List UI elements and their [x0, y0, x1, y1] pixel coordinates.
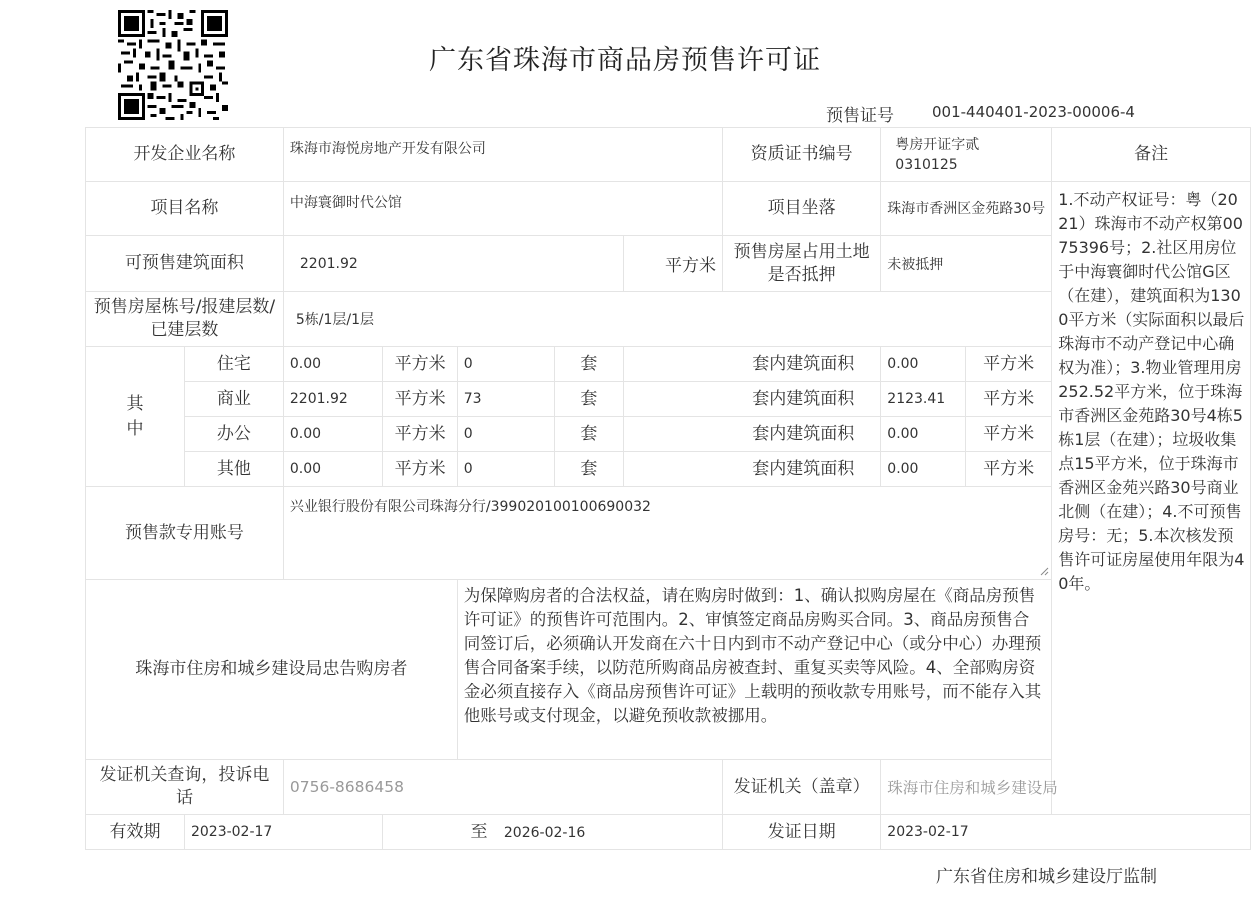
- breakdown-inner-unit: 平方米: [966, 382, 1052, 417]
- breakdown-area: 0.00: [283, 417, 383, 452]
- issue-date-value: 2023-02-17: [881, 815, 1251, 850]
- breakdown-type: 住宅: [184, 347, 283, 382]
- account-label: 预售款专用账号: [86, 487, 284, 580]
- breakdown-count-unit: 套: [554, 417, 623, 452]
- warning-text: 为保障购房者的合法权益，请在购房时做到：1、确认拟购房屋在《商品房预售许可证》的预售许可范围内。2、审慎签定商品房购买合同。3、商品房预售合同签订后，必须确认开发商在六十日内到市不动产登记中心（或分中心）办理预售合同备案手续，以防范所购商品房被查封、重复买卖等风险。4、全部购房资金必须直接存入《商品房预售许可证》上载明的预收款专用账号，而不能存入其他账号或支付现金，以避免预收款被挪用。: [457, 580, 1051, 760]
- resize-handle-icon[interactable]: [1039, 566, 1049, 576]
- breakdown-inner-unit: 平方米: [966, 452, 1052, 487]
- breakdown-count: 0: [457, 452, 554, 487]
- validity-to-label: 至: [470, 821, 488, 842]
- saleable-area-unit: 平方米: [624, 236, 723, 292]
- breakdown-area: 0.00: [283, 452, 383, 487]
- project-name-label: 项目名称: [86, 182, 284, 236]
- saleable-area-label: 可预售建筑面积: [86, 236, 284, 292]
- breakdown-inner-label: 套内建筑面积: [624, 417, 881, 452]
- breakdown-count-unit: 套: [554, 452, 623, 487]
- supervised-by: 广东省住房和城乡建设厅监制: [936, 867, 1157, 887]
- breakdown-area-unit: 平方米: [383, 347, 457, 382]
- project-location-value: 珠海市香洲区金苑路30号: [881, 182, 1052, 236]
- query-label: 发证机关查询，投诉电话: [86, 760, 284, 815]
- validity-to-group: [383, 815, 723, 850]
- breakdown-inner: 0.00: [881, 347, 966, 382]
- validity-label: 有效期: [86, 815, 185, 850]
- warning-label: 珠海市住房和城乡建设局忠告购房者: [86, 580, 458, 760]
- building-label: 预售房屋栋号/报建层数/已建层数: [86, 292, 284, 347]
- permit-table: [85, 127, 1251, 850]
- breakdown-count: 0: [457, 417, 554, 452]
- authority-value: 珠海市住房和城乡建设局: [881, 760, 1251, 815]
- breakdown-type: 办公: [184, 417, 283, 452]
- qr-code-icon: [117, 10, 229, 120]
- breakdown-inner-label: 套内建筑面积: [624, 452, 881, 487]
- remarks-text: 1.不动产权证号：粤（2021）珠海市不动产权第0075396号；2.社区用房位于中海寰御时代公馆G区（在建），建筑面积为1300平方米（实际面积以最后珠海市不动产登记中心确权为准）；3.物业管理用房252.52平方米，位于珠海市香洲区金苑路30号4栋5栋1层（在建）；垃圾收集点15平方米，位于珠海市香洲区金苑兴路30号商业北侧（在建）；4.不可预售房号：无；5.本次核发预售许可证房屋使用年限为40年。: [1052, 182, 1251, 815]
- breakdown-count-unit: 套: [554, 382, 623, 417]
- developer-label: 开发企业名称: [86, 128, 284, 182]
- breakdown-inner: 0.00: [881, 417, 966, 452]
- breakdown-count: 0: [457, 347, 554, 382]
- breakdown-type: 其他: [184, 452, 283, 487]
- validity-to: 2026-02-16: [503, 824, 586, 841]
- breakdown-inner-unit: 平方米: [966, 347, 1052, 382]
- breakdown-inner-unit: 平方米: [966, 417, 1052, 452]
- validity-from: 2023-02-17: [184, 815, 382, 850]
- authority-label: 发证机关（盖章）: [723, 760, 881, 815]
- issue-date-label: 发证日期: [723, 815, 881, 850]
- breakdown-area-unit: 平方米: [383, 382, 457, 417]
- mortgage-value: 未被抵押: [881, 236, 1052, 292]
- developer-value: 珠海市海悦房地产开发有限公司: [283, 128, 722, 182]
- breakdown-inner-label: 套内建筑面积: [624, 382, 881, 417]
- mortgage-label: 预售房屋占用土地是否抵押: [723, 236, 881, 292]
- breakdown-inner: 2123.41: [881, 382, 966, 417]
- breakdown-inner: 0.00: [881, 452, 966, 487]
- cert-no-label: 预售证号: [826, 106, 894, 126]
- breakdown-count: 73: [457, 382, 554, 417]
- account-value: 兴业银行股份有限公司珠海分行/399020100100690032: [289, 499, 651, 515]
- remarks-label: 备注: [1052, 128, 1251, 182]
- project-location-label: 项目坐落: [723, 182, 881, 236]
- breakdown-inner-label: 套内建筑面积: [624, 347, 881, 382]
- breakdown-label: 其中: [86, 347, 185, 487]
- cert-no-value: 001-440401-2023-00006-4: [932, 103, 1135, 121]
- breakdown-area-unit: 平方米: [383, 452, 457, 487]
- page-title: 广东省珠海市商品房预售许可证: [429, 45, 821, 76]
- breakdown-area: 2201.92: [283, 382, 383, 417]
- breakdown-area: 0.00: [283, 347, 383, 382]
- project-name-value: 中海寰御时代公馆: [283, 182, 722, 236]
- query-phone: 0756-8686458: [283, 760, 722, 815]
- building-value: 5栋/1层/1层: [283, 292, 1051, 347]
- breakdown-count-unit: 套: [554, 347, 623, 382]
- saleable-area-value: 2201.92: [283, 236, 623, 292]
- account-field[interactable]: [283, 487, 1051, 580]
- breakdown-type: 商业: [184, 382, 283, 417]
- qualification-value: 粤房开证字贰 0310125: [881, 128, 1052, 182]
- qualification-label: 资质证书编号: [723, 128, 881, 182]
- breakdown-area-unit: 平方米: [383, 417, 457, 452]
